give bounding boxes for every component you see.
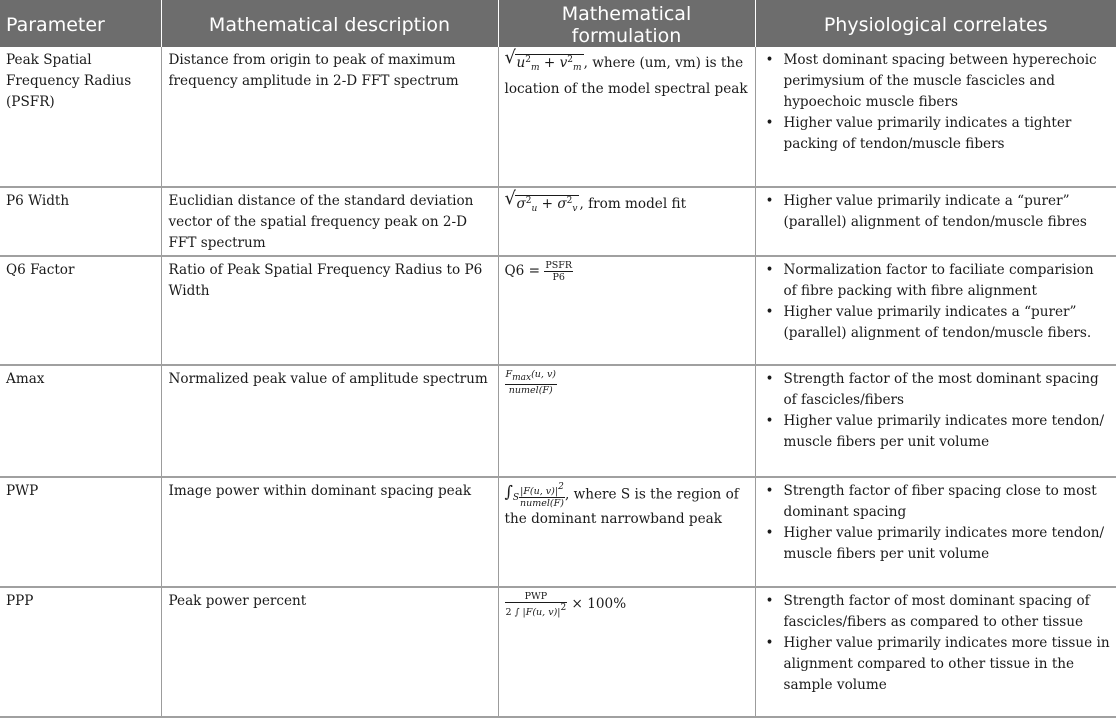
list-item: • Strength factor of most dominant spacing of fascicles/fibers as compared to other tissue <box>762 591 1111 633</box>
parameter-cell: PPP <box>0 587 161 717</box>
header-physiological-correlates: Physiological correlates <box>755 0 1116 47</box>
fraction-formula: $\frac{|F(u, v)|2}{\text{numel(F)}}$ <box>520 481 564 509</box>
formulation-cell <box>498 365 755 477</box>
correlates-list <box>762 50 1111 155</box>
formulation-text: , from model fit <box>579 196 687 212</box>
description-cell: Euclidian distance of the standard deviation vector of the spatial frequency peak on 2-D FFT spectrum <box>161 187 498 256</box>
parameter-cell: PWP <box>0 477 161 587</box>
parameter-cell: Amax <box>0 365 161 477</box>
table-row <box>0 365 1116 477</box>
description-cell: Image power within dominant spacing peak <box>161 477 498 587</box>
table-row <box>0 477 1116 587</box>
list-item: • Strength factor of fiber spacing close to most dominant spacing <box>762 481 1111 523</box>
fraction-formula: $\frac{Fmax(u, v)}{\text{numel(F)}}$ <box>505 369 557 396</box>
list-item: • Higher value primarily indicates more tendon/ muscle fibers per unit volume <box>762 523 1111 565</box>
formulation-cell <box>498 587 755 717</box>
correlates-list <box>762 369 1111 453</box>
correlates-cell <box>755 587 1116 717</box>
formulation-cell <box>498 187 755 256</box>
table-row <box>0 256 1116 365</box>
table-row <box>0 47 1116 187</box>
description-cell: Distance from origin to peak of maximum frequency amplitude in 2-D FFT spectrum <box>161 47 498 187</box>
table-row <box>0 587 1116 717</box>
list-item: • Strength factor of the most dominant spacing of fascicles/fibers <box>762 369 1111 411</box>
formulation-cell <box>498 256 755 365</box>
correlates-cell <box>755 477 1116 587</box>
formulation-text: × 100% <box>571 596 627 612</box>
correlates-list <box>762 591 1111 696</box>
correlates-list <box>762 191 1111 233</box>
parameter-cell: Peak Spatial Frequency Radius (PSFR) <box>0 47 161 187</box>
table-row <box>0 187 1116 256</box>
formulation-text: , where S is the region of the dominant narrowband peak <box>504 486 739 527</box>
description-cell: Ratio of Peak Spatial Frequency Radius to P6 Width <box>161 256 498 365</box>
list-item: • Higher value primarily indicate a “purer” (parallel) alignment of tendon/muscle fibres <box>762 191 1111 233</box>
fraction-formula: $\frac{\text{PWP}}{2 \int |F(u, v)|2}$ <box>505 591 567 618</box>
formulation-cell <box>498 477 755 587</box>
list-item: • Higher value primarily indicates a “purer” (parallel) alignment of tendon/muscle fibers. <box>762 302 1111 344</box>
correlates-cell <box>755 187 1116 256</box>
formulation-text: Q6 = <box>504 263 541 279</box>
correlates-cell <box>755 365 1116 477</box>
integral-symbol: $\int_S$ <box>504 482 520 503</box>
correlates-cell <box>755 256 1116 365</box>
formulation-cell <box>498 47 755 187</box>
correlates-list <box>762 260 1111 344</box>
description-cell: Peak power percent <box>161 587 498 717</box>
header-mathematical-description: Mathematical description <box>161 0 498 47</box>
list-item: • Higher value primarily indicates more tendon/ muscle fibers per unit volume <box>762 411 1111 453</box>
header-mathematical-formulation: Mathematical formulation <box>498 0 755 47</box>
sqrt-formula: √ $u^2_m + v^2_m$ <box>504 47 582 73</box>
list-item: • Higher value primarily indicates more tissue in alignment compared to other tissue in the sample volume <box>762 633 1111 696</box>
list-item: • Normalization factor to faciliate comparision of fibre packing with fibre alignment <box>762 260 1111 302</box>
correlates-cell <box>755 47 1116 187</box>
fraction-formula: $\frac{\text{PSFR}}{P6}$ <box>545 260 572 283</box>
list-item: • Higher value primarily indicates a tighter packing of tendon/muscle fibers <box>762 113 1111 155</box>
header-parameter: Parameter <box>0 0 161 47</box>
sqrt-formula: √ $\sigma^2_u + \sigma^2_v$ <box>504 188 578 214</box>
table-header <box>0 0 1116 47</box>
formulation-text: , where (um, vm) is the location of the model spectral peak <box>504 55 748 97</box>
correlates-list <box>762 481 1111 565</box>
description-cell: Normalized peak value of amplitude spectrum <box>161 365 498 477</box>
parameter-cell: Q6 Factor <box>0 256 161 365</box>
list-item: • Most dominant spacing between hyperechoic perimysium of the muscle fascicles and hypoechoic muscle fibers <box>762 50 1111 113</box>
parameter-cell: P6 Width <box>0 187 161 256</box>
